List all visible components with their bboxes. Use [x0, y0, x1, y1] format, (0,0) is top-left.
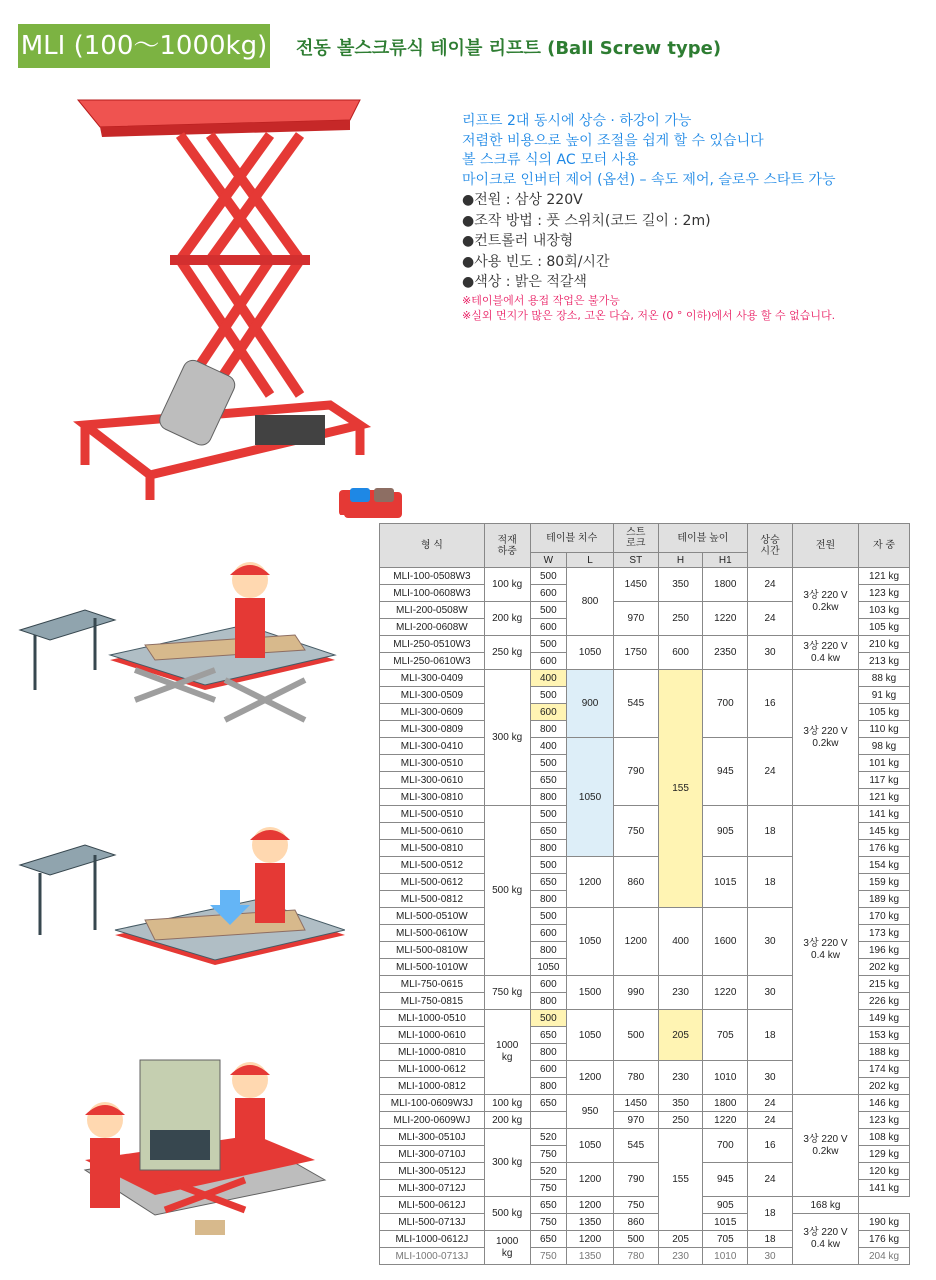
- weight-cell: 153 kg: [859, 1027, 910, 1044]
- rise-time-cell: 30: [748, 1061, 793, 1095]
- col-header-weight: 자 중: [859, 524, 910, 568]
- load-cell: 200 kg: [484, 1112, 530, 1129]
- height-h1-cell: 1220: [703, 602, 748, 636]
- height-h1-cell: 905: [703, 1197, 748, 1214]
- weight-cell: 170 kg: [859, 908, 910, 925]
- model-cell: MLI-100-0508W3: [380, 568, 485, 585]
- width-cell: 600: [530, 653, 567, 670]
- length-cell: 1050: [567, 1129, 614, 1163]
- weight-cell: 141 kg: [859, 1180, 910, 1197]
- height-h-cell: 400: [658, 908, 703, 976]
- model-cell: MLI-500-0512: [380, 857, 485, 874]
- width-cell: 600: [530, 585, 567, 602]
- width-cell: 500: [530, 1010, 567, 1027]
- length-cell: 1200: [567, 1061, 614, 1095]
- power-cell: 3상 220 V 0.4 kw: [792, 806, 858, 1095]
- col-header-st: ST: [613, 553, 658, 568]
- weight-cell: 145 kg: [859, 823, 910, 840]
- power-cell: 3상 220 V 0.2kw: [792, 1095, 858, 1197]
- rise-time-cell: 18: [748, 1010, 793, 1061]
- power-cell: 3상 220 V 0.4 kw: [792, 636, 858, 670]
- width-cell: 500: [530, 687, 567, 704]
- height-h-cell: 230: [658, 1248, 703, 1265]
- stroke-cell: 500: [613, 1010, 658, 1061]
- load-cell: 100 kg: [484, 568, 530, 602]
- weight-cell: 226 kg: [859, 993, 910, 1010]
- col-header-w: W: [530, 553, 567, 568]
- weight-cell: 188 kg: [859, 1044, 910, 1061]
- model-cell: MLI-1000-0810: [380, 1044, 485, 1061]
- length-cell: 800: [567, 568, 614, 636]
- model-cell: MLI-300-0510: [380, 755, 485, 772]
- length-cell: 950: [567, 1095, 614, 1129]
- stroke-cell: 545: [613, 670, 658, 738]
- width-cell: 400: [530, 738, 567, 755]
- width-cell: 800: [530, 789, 567, 806]
- model-cell: MLI-500-0612: [380, 874, 485, 891]
- stroke-cell: 860: [613, 1214, 658, 1231]
- model-cell: MLI-1000-0612: [380, 1061, 485, 1078]
- load-cell: 200 kg: [484, 602, 530, 636]
- load-cell: 1000 kg: [484, 1231, 530, 1265]
- height-h1-cell: 945: [703, 1163, 748, 1197]
- model-cell: MLI-500-0810W: [380, 942, 485, 959]
- height-h-cell: 230: [658, 1061, 703, 1095]
- spec-bullet: ●전원 : 삼상 220V: [462, 192, 583, 208]
- height-h-cell: 600: [658, 636, 703, 670]
- highlight-line: 저렴한 비용으로 높이 조절을 쉽게 할 수 있습니다: [462, 132, 764, 149]
- weight-cell: 202 kg: [859, 959, 910, 976]
- stroke-cell: 790: [613, 1163, 658, 1197]
- model-cell: MLI-200-0609WJ: [380, 1112, 485, 1129]
- length-cell: 1050: [567, 1010, 614, 1061]
- model-cell: MLI-300-0512J: [380, 1163, 485, 1180]
- stroke-cell: 860: [613, 857, 658, 908]
- length-cell: 1200: [567, 1197, 614, 1214]
- model-cell: MLI-200-0608W: [380, 619, 485, 636]
- weight-cell: 105 kg: [859, 619, 910, 636]
- height-h1-cell: 1600: [703, 908, 748, 976]
- model-cell: MLI-500-1010W: [380, 959, 485, 976]
- width-cell: 650: [530, 1027, 567, 1044]
- rise-time-cell: 18: [748, 1197, 793, 1231]
- length-cell: 1350: [567, 1214, 614, 1231]
- weight-cell: 91 kg: [859, 687, 910, 704]
- height-h-cell: 250: [658, 602, 703, 636]
- weight-cell: 103 kg: [859, 602, 910, 619]
- weight-cell: 149 kg: [859, 1010, 910, 1027]
- width-cell: 650: [530, 823, 567, 840]
- width-cell: 500: [530, 755, 567, 772]
- highlight-line: 볼 스크류 식의 AC 모터 사용: [462, 152, 639, 168]
- warning-note: ※실외 먼지가 많은 장소, 고온 다습, 저온 (0 ° 이하)에서 사용 할 수 없습니다.: [462, 309, 836, 322]
- description-block: [462, 112, 922, 324]
- height-h1-cell: 1010: [703, 1248, 748, 1265]
- stroke-cell: 790: [613, 738, 658, 806]
- rise-time-cell: 24: [748, 1163, 793, 1197]
- spec-bullet: ●색상 : 밝은 적갈색: [462, 274, 587, 290]
- rise-time-cell: 18: [748, 857, 793, 908]
- weight-cell: 173 kg: [859, 925, 910, 942]
- spec-table: [379, 523, 910, 1265]
- height-h1-cell: 945: [703, 738, 748, 806]
- col-header-l: L: [567, 553, 614, 568]
- stroke-cell: 780: [613, 1061, 658, 1095]
- weight-cell: 121 kg: [859, 568, 910, 585]
- width-cell: 800: [530, 721, 567, 738]
- height-h1-cell: 2350: [703, 636, 748, 670]
- width-cell: 520: [530, 1163, 567, 1180]
- width-cell: 600: [530, 925, 567, 942]
- model-cell: MLI-1000-0713J: [380, 1248, 485, 1265]
- height-h-cell: 205: [658, 1010, 703, 1061]
- model-cell: MLI-500-0610W: [380, 925, 485, 942]
- length-cell: 900: [567, 670, 614, 738]
- col-header-stroke: 스트 로크: [613, 524, 658, 553]
- length-cell: 1050: [567, 636, 614, 670]
- width-cell: 400: [530, 670, 567, 687]
- table-row: [380, 636, 910, 653]
- table-row: [380, 568, 910, 585]
- weight-cell: 123 kg: [859, 585, 910, 602]
- spec-bullet: ●조작 방법 : 풋 스위치(코드 길이 : 2m): [462, 212, 711, 229]
- model-cell: MLI-300-0509: [380, 687, 485, 704]
- load-cell: 1000 kg: [484, 1010, 530, 1095]
- rise-time-cell: 18: [748, 806, 793, 857]
- spec-bullet: ●컨트롤러 내장형: [462, 233, 574, 249]
- model-cell: MLI-100-0608W3: [380, 585, 485, 602]
- table-row: [380, 1214, 910, 1231]
- rise-time-cell: 16: [748, 670, 793, 738]
- stroke-cell: 970: [613, 1112, 658, 1129]
- model-cell: MLI-100-0609W3J: [380, 1095, 485, 1112]
- rise-time-cell: 30: [748, 1248, 793, 1265]
- model-cell: MLI-1000-0510: [380, 1010, 485, 1027]
- stroke-cell: 1750: [613, 636, 658, 670]
- width-cell: 600: [530, 619, 567, 636]
- model-cell: MLI-500-0510: [380, 806, 485, 823]
- power-cell: 3상 220 V 0.2kw: [792, 670, 858, 806]
- weight-cell: 189 kg: [859, 891, 910, 908]
- model-cell: MLI-1000-0612J: [380, 1231, 485, 1248]
- stroke-cell: 970: [613, 602, 658, 636]
- weight-cell: 154 kg: [859, 857, 910, 874]
- width-cell: 750: [530, 1146, 567, 1163]
- height-h-cell: 250: [658, 1112, 703, 1129]
- length-cell: 1350: [567, 1248, 614, 1265]
- spec-bullet: ●사용 빈도 : 80회/시간: [462, 253, 610, 270]
- weight-cell: 110 kg: [859, 721, 910, 738]
- stroke-cell: 545: [613, 1129, 658, 1163]
- rise-time-cell: 24: [748, 738, 793, 806]
- weight-cell: 210 kg: [859, 636, 910, 653]
- rise-time-cell: 24: [748, 602, 793, 636]
- weight-cell: 129 kg: [859, 1146, 910, 1163]
- width-cell: 650: [530, 1231, 567, 1248]
- width-cell: 600: [530, 976, 567, 993]
- col-header-h: H: [658, 553, 703, 568]
- model-cell: MLI-1000-0812: [380, 1078, 485, 1095]
- model-cell: MLI-300-0610: [380, 772, 485, 789]
- table-row: [380, 1197, 910, 1214]
- width-cell: 500: [530, 636, 567, 653]
- stroke-cell: 750: [613, 806, 658, 857]
- height-h-cell: 230: [658, 976, 703, 1010]
- load-cell: 500 kg: [484, 806, 530, 976]
- height-h-cell: 155: [658, 1129, 703, 1231]
- width-cell: 520: [530, 1129, 567, 1146]
- rise-time-cell: 18: [748, 1231, 793, 1248]
- width-cell: 750: [530, 1248, 567, 1265]
- model-cell: MLI-300-0810: [380, 789, 485, 806]
- height-h-cell: 155: [658, 670, 703, 908]
- model-cell: MLI-250-0610W3: [380, 653, 485, 670]
- width-cell: 800: [530, 891, 567, 908]
- stroke-cell: 750: [613, 1197, 658, 1214]
- stroke-cell: 1450: [613, 568, 658, 602]
- weight-cell: 196 kg: [859, 942, 910, 959]
- length-cell: 1050: [567, 738, 614, 857]
- height-h1-cell: 700: [703, 1129, 748, 1163]
- weight-cell: 213 kg: [859, 653, 910, 670]
- table-row: [380, 670, 910, 687]
- height-h1-cell: 1800: [703, 1095, 748, 1112]
- weight-cell: 215 kg: [859, 976, 910, 993]
- power-cell: 3상 220 V 0.2kw: [792, 568, 858, 636]
- weight-cell: 168 kg: [792, 1197, 858, 1214]
- model-cell: MLI-500-0610: [380, 823, 485, 840]
- table-row: [380, 806, 910, 823]
- weight-cell: 120 kg: [859, 1163, 910, 1180]
- width-cell: 800: [530, 840, 567, 857]
- rise-time-cell: 24: [748, 1112, 793, 1129]
- table-row: [380, 1095, 910, 1112]
- width-cell: 800: [530, 1044, 567, 1061]
- rise-time-cell: 30: [748, 976, 793, 1010]
- weight-cell: 121 kg: [859, 789, 910, 806]
- width-cell: 750: [530, 1214, 567, 1231]
- length-cell: 1200: [567, 1231, 614, 1248]
- weight-cell: 176 kg: [859, 840, 910, 857]
- width-cell: 800: [530, 993, 567, 1010]
- load-cell: 300 kg: [484, 670, 530, 806]
- col-header-h1: H1: [703, 553, 748, 568]
- weight-cell: 98 kg: [859, 738, 910, 755]
- weight-cell: 141 kg: [859, 806, 910, 823]
- model-cell: MLI-300-0409: [380, 670, 485, 687]
- load-cell: 500 kg: [484, 1197, 530, 1231]
- width-cell: 650: [530, 1197, 567, 1214]
- stroke-cell: 500: [613, 1231, 658, 1248]
- weight-cell: 117 kg: [859, 772, 910, 789]
- model-cell: MLI-750-0615: [380, 976, 485, 993]
- rise-time-cell: 24: [748, 568, 793, 602]
- length-cell: 1050: [567, 908, 614, 976]
- width-cell: 650: [530, 772, 567, 789]
- width-cell: 800: [530, 942, 567, 959]
- height-h1-cell: 705: [703, 1010, 748, 1061]
- width-cell: 1050: [530, 959, 567, 976]
- weight-cell: 88 kg: [859, 670, 910, 687]
- model-cell: MLI-300-0712J: [380, 1180, 485, 1197]
- warning-note: ※테이블에서 용접 작업은 불가능: [462, 293, 620, 307]
- usage-illustration-conveyor: [15, 560, 345, 750]
- scissor-lift-image: [60, 95, 380, 515]
- weight-cell: 202 kg: [859, 1078, 910, 1095]
- length-cell: 1200: [567, 1163, 614, 1197]
- weight-cell: 190 kg: [859, 1214, 910, 1231]
- stroke-cell: 1200: [613, 908, 658, 976]
- rise-time-cell: 24: [748, 1095, 793, 1112]
- model-cell: MLI-500-0612J: [380, 1197, 485, 1214]
- model-cell: MLI-300-0410: [380, 738, 485, 755]
- height-h-cell: 205: [658, 1231, 703, 1248]
- width-cell: 500: [530, 908, 567, 925]
- width-cell: [530, 1112, 567, 1129]
- width-cell: 650: [530, 1095, 567, 1112]
- model-cell: MLI-500-0713J: [380, 1214, 485, 1231]
- height-h-cell: 350: [658, 568, 703, 602]
- model-cell: MLI-300-0510J: [380, 1129, 485, 1146]
- height-h1-cell: 1015: [703, 857, 748, 908]
- model-cell: MLI-500-0810: [380, 840, 485, 857]
- width-cell: 600: [530, 704, 567, 721]
- col-header-model: 형 식: [380, 524, 485, 568]
- stroke-cell: 990: [613, 976, 658, 1010]
- model-cell: MLI-300-0609: [380, 704, 485, 721]
- width-cell: 750: [530, 1180, 567, 1197]
- height-h1-cell: 1800: [703, 568, 748, 602]
- weight-cell: 146 kg: [859, 1095, 910, 1112]
- width-cell: 500: [530, 568, 567, 585]
- model-cell: MLI-1000-0610: [380, 1027, 485, 1044]
- product-subtitle: 전동 볼스크류식 테이블 리프트 (Ball Screw type): [296, 38, 722, 59]
- col-header-power: 전원: [792, 524, 858, 568]
- usage-illustration-machine: [25, 1050, 345, 1250]
- height-h1-cell: 1010: [703, 1061, 748, 1095]
- rise-time-cell: 30: [748, 636, 793, 670]
- col-header-rise-time: 상승 시간: [748, 524, 793, 568]
- model-cell: MLI-200-0508W: [380, 602, 485, 619]
- rise-time-cell: 16: [748, 1129, 793, 1163]
- model-cell: MLI-750-0815: [380, 993, 485, 1010]
- load-cell: 750 kg: [484, 976, 530, 1010]
- weight-cell: 204 kg: [859, 1248, 910, 1265]
- highlight-line: 마이크로 인버터 제어 (옵션) – 속도 제어, 슬로우 스타트 가능: [462, 171, 836, 188]
- model-cell: MLI-500-0510W: [380, 908, 485, 925]
- length-cell: 1200: [567, 857, 614, 908]
- load-cell: 100 kg: [484, 1095, 530, 1112]
- width-cell: 500: [530, 806, 567, 823]
- model-cell: MLI-500-0812: [380, 891, 485, 908]
- width-cell: 600: [530, 1061, 567, 1078]
- power-cell: 3상 220 V 0.4 kw: [792, 1214, 858, 1265]
- height-h1-cell: 905: [703, 806, 748, 857]
- width-cell: 800: [530, 1078, 567, 1095]
- width-cell: 500: [530, 602, 567, 619]
- height-h1-cell: 705: [703, 1231, 748, 1248]
- height-h-cell: 350: [658, 1095, 703, 1112]
- width-cell: 650: [530, 874, 567, 891]
- length-cell: 1500: [567, 976, 614, 1010]
- weight-cell: 108 kg: [859, 1129, 910, 1146]
- rise-time-cell: 30: [748, 908, 793, 976]
- weight-cell: 105 kg: [859, 704, 910, 721]
- col-header-load: 적재 하중: [484, 524, 530, 568]
- col-header-table-size: 테이블 치수: [530, 524, 613, 553]
- height-h1-cell: 700: [703, 670, 748, 738]
- load-cell: 250 kg: [484, 636, 530, 670]
- weight-cell: 174 kg: [859, 1061, 910, 1078]
- weight-cell: 123 kg: [859, 1112, 910, 1129]
- stroke-cell: 1450: [613, 1095, 658, 1112]
- model-cell: MLI-250-0510W3: [380, 636, 485, 653]
- highlight-line: 리프트 2대 동시에 상승 · 하강이 가능: [462, 113, 692, 129]
- height-h1-cell: 1015: [703, 1214, 748, 1231]
- model-cell: MLI-300-0710J: [380, 1146, 485, 1163]
- weight-cell: 101 kg: [859, 755, 910, 772]
- height-h1-cell: 1220: [703, 1112, 748, 1129]
- weight-cell: 176 kg: [859, 1231, 910, 1248]
- model-cell: MLI-300-0809: [380, 721, 485, 738]
- weight-cell: 159 kg: [859, 874, 910, 891]
- col-header-table-height: 테이블 높이: [658, 524, 748, 553]
- width-cell: 500: [530, 857, 567, 874]
- load-cell: 300 kg: [484, 1129, 530, 1197]
- foot-switch-image: [340, 482, 410, 522]
- stroke-cell: 780: [613, 1248, 658, 1265]
- series-badge: MLI (100～1000kg): [18, 24, 270, 68]
- height-h1-cell: 1220: [703, 976, 748, 1010]
- usage-illustration-lowering: [15, 805, 345, 990]
